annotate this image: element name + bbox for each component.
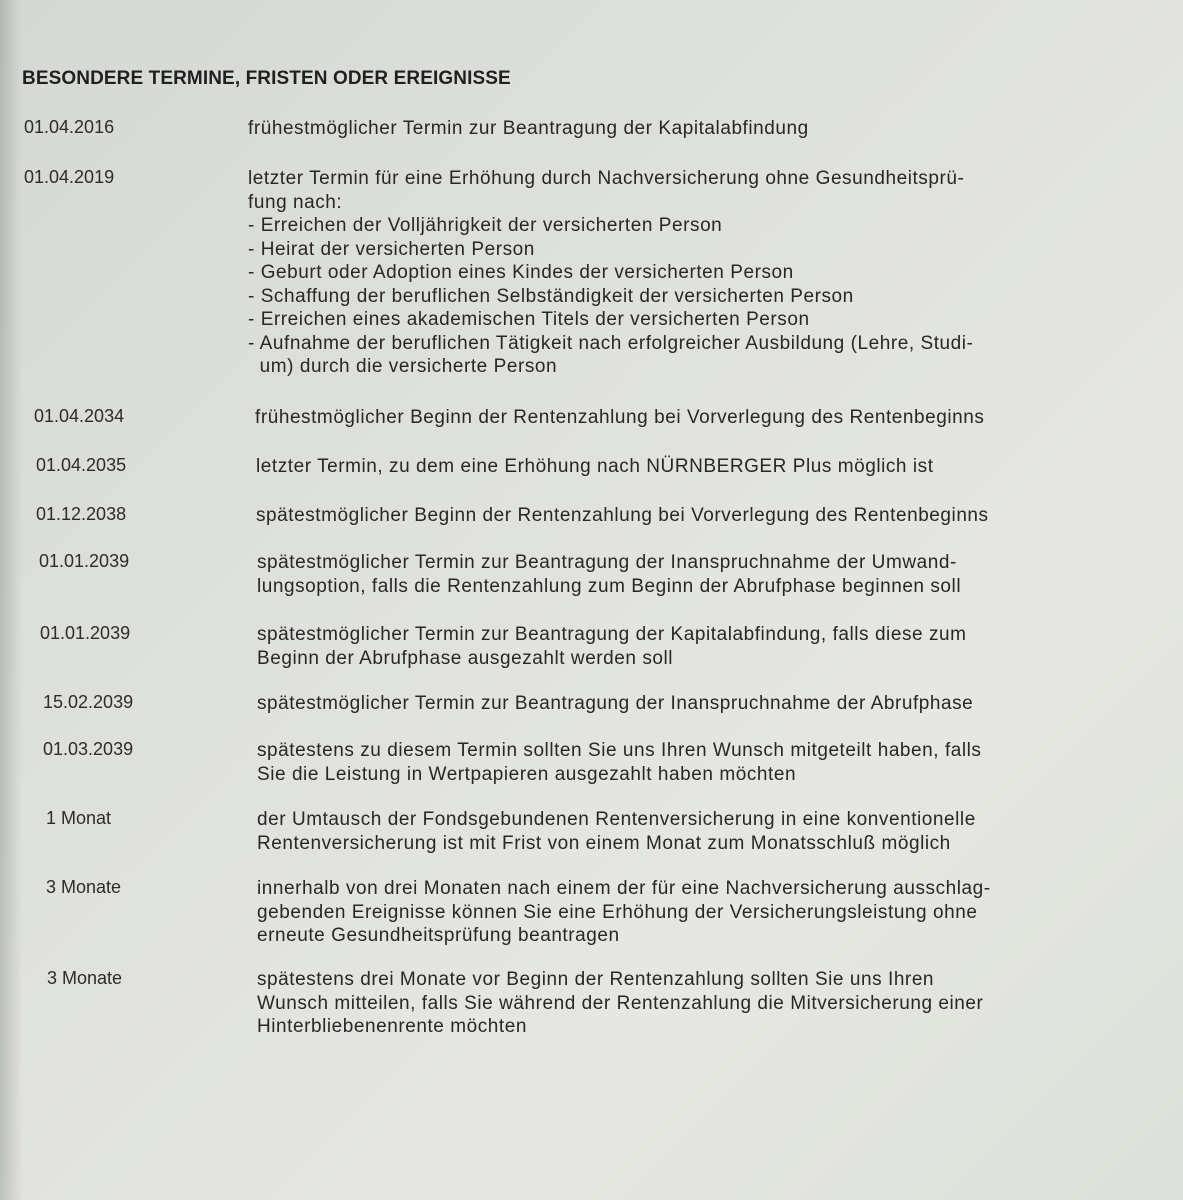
entry-text: frühestmöglicher Termin zur Beantragung der Kapitalabfindung — [248, 118, 809, 139]
entry-date: 01.04.2016 — [24, 117, 115, 137]
entry-text: frühestmöglicher Beginn der Rentenzahlung bei Vorverlegung des Rentenbeginns — [255, 407, 985, 428]
entry-text: spätestmöglicher Termin zur Beantragung der Inanspruchnahme der Abrufphase — [257, 693, 974, 714]
entry-text: spätestens zu diesem Termin sollten Sie uns Ihren Wunsch mitgeteilt haben, falls Sie die Leistung in Wertpapieren ausgezahlt haben möchten — [257, 740, 982, 785]
entry-date: 01.01.2039 — [39, 551, 130, 571]
entry-date: 01.04.2035 — [36, 455, 127, 475]
entry-date: 15.02.2039 — [43, 692, 134, 712]
entry-text: spätestmöglicher Termin zur Beantragung der Kapitalabfindung, falls diese zum Beginn der Abrufphase ausgezahlt werden soll — [257, 624, 967, 669]
entry-text: spätestmöglicher Beginn der Rentenzahlung bei Vorverlegung des Rentenbeginns — [256, 505, 989, 526]
entry-date: 01.03.2039 — [43, 739, 134, 759]
entry-date: 01.04.2034 — [34, 406, 125, 426]
entry-date: 3 Monate — [47, 968, 123, 988]
entry-text: innerhalb von drei Monaten nach einem der für eine Nachversicherung ausschlag- gebenden Ereignisse können Sie eine Erhöhung der Versicherungsleistung ohne erneute Gesundheitsprüfung beantragen — [257, 878, 991, 946]
entry-text: der Umtausch der Fondsgebundenen Rentenversicherung in eine konventionelle Rentenversicherung ist mit Frist von einem Monat zum Monatsschluß möglich — [257, 809, 976, 854]
entry-text: spätestmöglicher Termin zur Beantragung der Inanspruchnahme der Umwand- lungsoption, falls die Rentenzahlung zum Beginn der Abrufphase beginnen soll — [257, 552, 962, 597]
entry-text: letzter Termin, zu dem eine Erhöhung nach NÜRNBERGER Plus möglich ist — [256, 456, 934, 477]
entry-date: 01.12.2038 — [36, 504, 127, 524]
page-edge-shadow — [0, 0, 22, 1200]
entry-date: 01.04.2019 — [24, 167, 115, 187]
entry-text: spätestens drei Monate vor Beginn der Rentenzahlung sollten Sie uns Ihren Wunsch mitteilen, falls Sie während der Rentenzahlung die Mitversicherung einer Hinterbliebenenrente möchten — [257, 969, 984, 1037]
entry-date: 1 Monat — [46, 808, 112, 828]
entry-text: letzter Termin für eine Erhöhung durch Nachversicherung ohne Gesundheitsprü- fung nach: - Erreichen der Volljährigkeit der versicherten Person - Heirat der versicherten Person - Geburt oder Adoption eines Kindes der versicherten Person - Schaffung der beruflichen Selbständigkeit der versicherten Person - Erreichen eines akademischen Titels der versicherten Person - Aufnahme der beruflichen Tätigkeit nach erfolgreicher Ausbildung (Lehre, Studi- um) durch die versicherte Person — [248, 168, 974, 377]
section-heading: BESONDERE TERMINE, FRISTEN ODER EREIGNISSE — [22, 68, 511, 89]
entry-date: 3 Monate — [46, 877, 122, 897]
entry-date: 01.01.2039 — [40, 623, 131, 643]
